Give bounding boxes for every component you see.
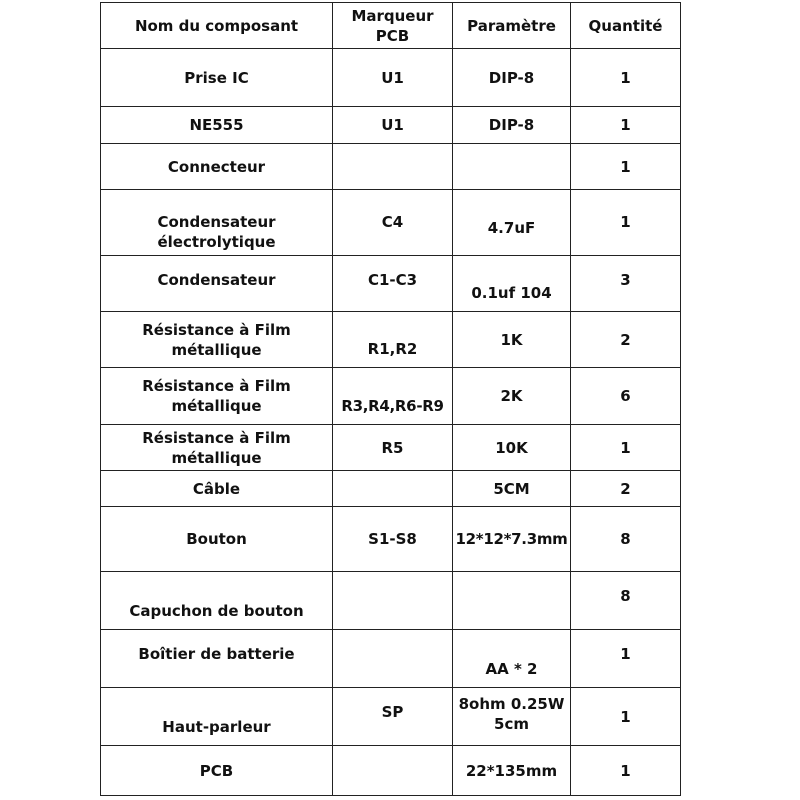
cell-name: Bouton (101, 507, 333, 572)
table-row (101, 107, 681, 144)
components-table (100, 2, 681, 796)
cell-name: Prise IC (101, 49, 333, 107)
cell-param: 5CM (453, 471, 571, 507)
table-row (101, 688, 681, 746)
header-marqueur (333, 3, 453, 49)
cell-qty: 1 (571, 144, 681, 190)
cell-param: 2K (453, 368, 571, 425)
cell-name-line1: Condensateur (157, 213, 276, 231)
cell-qty: 6 (571, 368, 681, 425)
cell-name-line2: métallique (171, 397, 262, 415)
table-row (101, 630, 681, 688)
cell-param: DIP-8 (453, 107, 571, 144)
table-header-row (101, 3, 681, 49)
table-row (101, 190, 681, 256)
cell-marker (333, 144, 453, 190)
cell-name-line2: électrolytique (157, 233, 276, 251)
cell-name: NE555 (101, 107, 333, 144)
cell-param: AA * 2 (453, 630, 571, 688)
cell-name: Haut-parleur (101, 688, 333, 746)
cell-name (101, 368, 333, 425)
cell-param: 4.7uF (453, 190, 571, 256)
table-row (101, 572, 681, 630)
cell-qty: 1 (571, 746, 681, 796)
table-row (101, 425, 681, 471)
cell-marker: SP (333, 688, 453, 746)
cell-param: 0.1uf 104 (453, 256, 571, 312)
table-row (101, 507, 681, 572)
cell-param-line2: 5cm (494, 715, 529, 733)
cell-qty: 1 (571, 190, 681, 256)
cell-marker: R1,R2 (333, 312, 453, 368)
cell-marker (333, 746, 453, 796)
cell-name-line1: Résistance à Film (142, 320, 291, 339)
cell-param (453, 572, 571, 630)
cell-name: Boîtier de batterie (101, 630, 333, 688)
cell-param-line1: 8ohm 0.25W (458, 695, 565, 713)
cell-marker (333, 471, 453, 507)
header-nom: Nom du composant (101, 3, 333, 49)
cell-name-line1: Résistance à Film (142, 428, 291, 447)
cell-param (453, 144, 571, 190)
cell-name: Câble (101, 471, 333, 507)
header-marqueur-line2: PCB (375, 26, 410, 45)
cell-qty: 8 (571, 507, 681, 572)
cell-name (101, 190, 333, 256)
header-quantite: Quantité (571, 3, 681, 49)
cell-name: Connecteur (101, 144, 333, 190)
cell-param: 22*135mm (453, 746, 571, 796)
cell-qty: 1 (571, 107, 681, 144)
cell-name-line1: Résistance à Film (142, 377, 291, 395)
table-row (101, 256, 681, 312)
cell-name: PCB (101, 746, 333, 796)
cell-name-line2: métallique (171, 448, 262, 467)
table-row (101, 49, 681, 107)
cell-param: 10K (453, 425, 571, 471)
table-row (101, 368, 681, 425)
cell-marker: C1-C3 (333, 256, 453, 312)
cell-qty: 8 (571, 572, 681, 630)
cell-qty: 1 (571, 630, 681, 688)
table-row (101, 471, 681, 507)
cell-qty: 3 (571, 256, 681, 312)
cell-param: 12*12*7.3mm (453, 507, 571, 572)
cell-name: Capuchon de bouton (101, 572, 333, 630)
cell-qty: 1 (571, 688, 681, 746)
cell-marker: S1-S8 (333, 507, 453, 572)
cell-marker: C4 (333, 190, 453, 256)
cell-name-line2: métallique (171, 340, 262, 359)
cell-qty: 2 (571, 471, 681, 507)
cell-param: 1K (453, 312, 571, 368)
cell-param: DIP-8 (453, 49, 571, 107)
cell-marker: R5 (333, 425, 453, 471)
cell-param (453, 688, 571, 746)
cell-marker: U1 (333, 107, 453, 144)
cell-name (101, 312, 333, 368)
cell-qty: 1 (571, 425, 681, 471)
cell-qty: 2 (571, 312, 681, 368)
cell-marker (333, 630, 453, 688)
cell-marker: U1 (333, 49, 453, 107)
cell-qty: 1 (571, 49, 681, 107)
table-row (101, 144, 681, 190)
table-row (101, 746, 681, 796)
header-parametre: Paramètre (453, 3, 571, 49)
table-row (101, 312, 681, 368)
cell-marker: R3,R4,R6-R9 (333, 368, 453, 425)
cell-name: Condensateur (101, 256, 333, 312)
cell-name (101, 425, 333, 471)
header-marqueur-line1: Marqueur (351, 6, 434, 25)
cell-marker (333, 572, 453, 630)
